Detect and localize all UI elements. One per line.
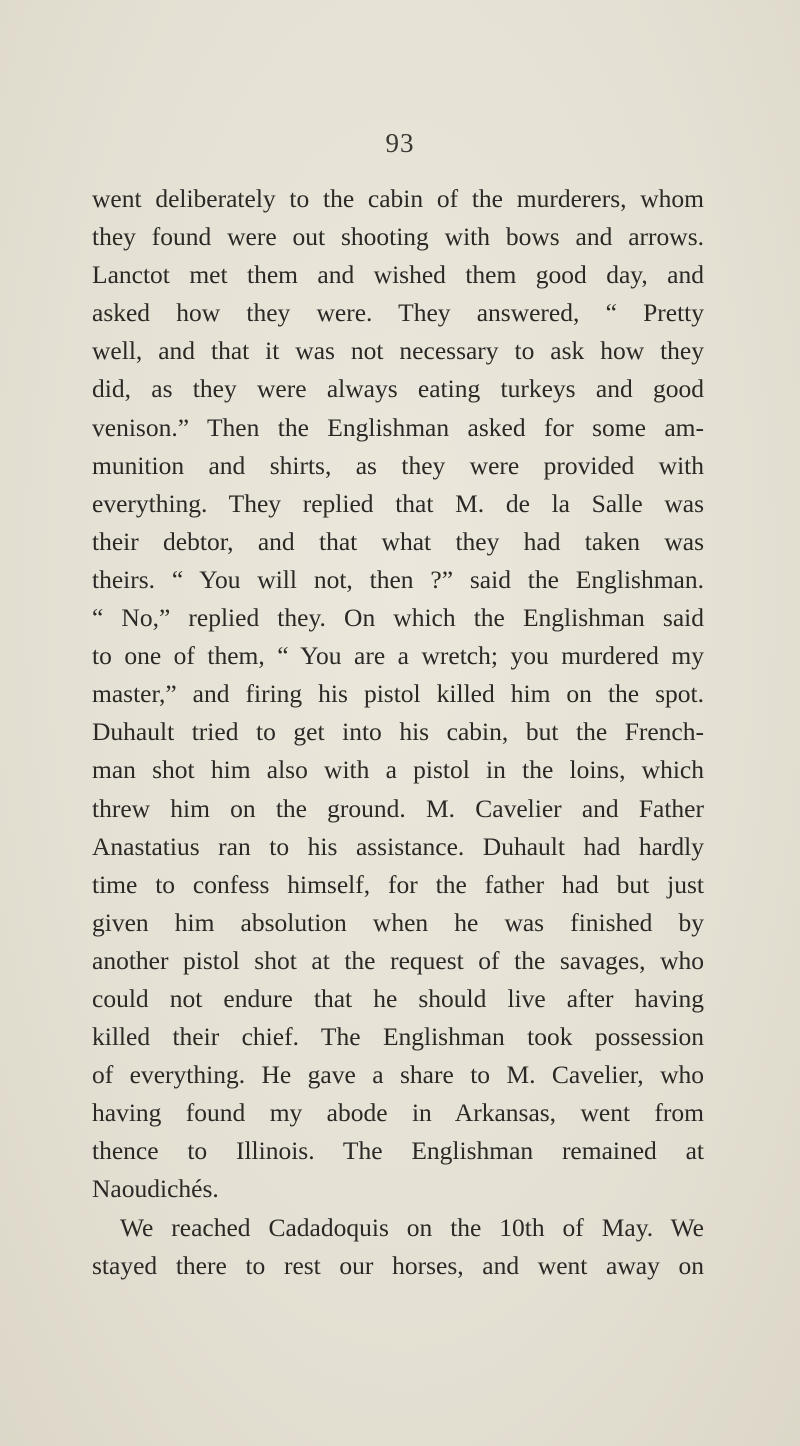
text-line: having found my abode in Arkansas, went from	[92, 1098, 704, 1128]
text-line: killed their chief. The Englishman took possession	[92, 1022, 704, 1052]
text-line: their debtor, and that what they had taken was	[92, 526, 704, 556]
text-line: theirs. “ You will not, then ?” said the Englishman.	[92, 564, 704, 594]
text-line: of everything. He gave a share to M. Cavelier, who	[92, 1060, 704, 1090]
text-line: threw him on the ground. M. Cavelier and Father	[92, 793, 704, 823]
page-number: 93	[385, 128, 415, 158]
text-line: went deliberately to the cabin of the murderers, whom	[92, 184, 704, 213]
text-line: given him absolution when he was finished by	[92, 907, 704, 937]
text-line: another pistol shot at the request of the savages, who	[92, 945, 704, 975]
text-line: well, and that it was not necessary to ask how they	[92, 336, 704, 366]
text-line: man shot him also with a pistol in the loins, which	[92, 755, 704, 785]
text-line: time to confess himself, for the father had but just	[92, 869, 704, 899]
text-line: to one of them, “ You are a wretch; you murdered my	[92, 641, 704, 671]
text-line: master,” and firing his pistol killed him on the spot.	[92, 679, 704, 709]
text-line: stayed there to rest our horses, and went away on	[92, 1250, 704, 1280]
text-line: Lanctot met them and wished them good day, and	[92, 260, 704, 290]
text-line: Naoudichés.	[92, 1174, 219, 1204]
text-line: asked how they were. They answered, “ Pretty	[92, 298, 704, 328]
text-line: did, as they were always eating turkeys and good	[92, 374, 704, 404]
body-text	[92, 180, 704, 1285]
text-line: munition and shirts, as they were provided with	[92, 450, 704, 480]
text-line: Duhault tried to get into his cabin, but the French-	[92, 717, 704, 747]
text-line: venison.” Then the Englishman asked for some am-	[92, 412, 704, 442]
text-line: they found were out shooting with bows and arrows.	[92, 222, 704, 252]
text-line: Anastatius ran to his assistance. Duhault had hardly	[92, 831, 704, 861]
text-line: everything. They replied that M. de la Salle was	[92, 488, 704, 518]
text-line: thence to Illinois. The Englishman remained at	[92, 1136, 704, 1166]
text-line: We reached Cadadoquis on the 10th of May. We	[120, 1212, 704, 1242]
text-line: “ No,” replied they. On which the Englishman said	[92, 603, 704, 633]
text-line: could not endure that he should live after having	[92, 983, 704, 1013]
